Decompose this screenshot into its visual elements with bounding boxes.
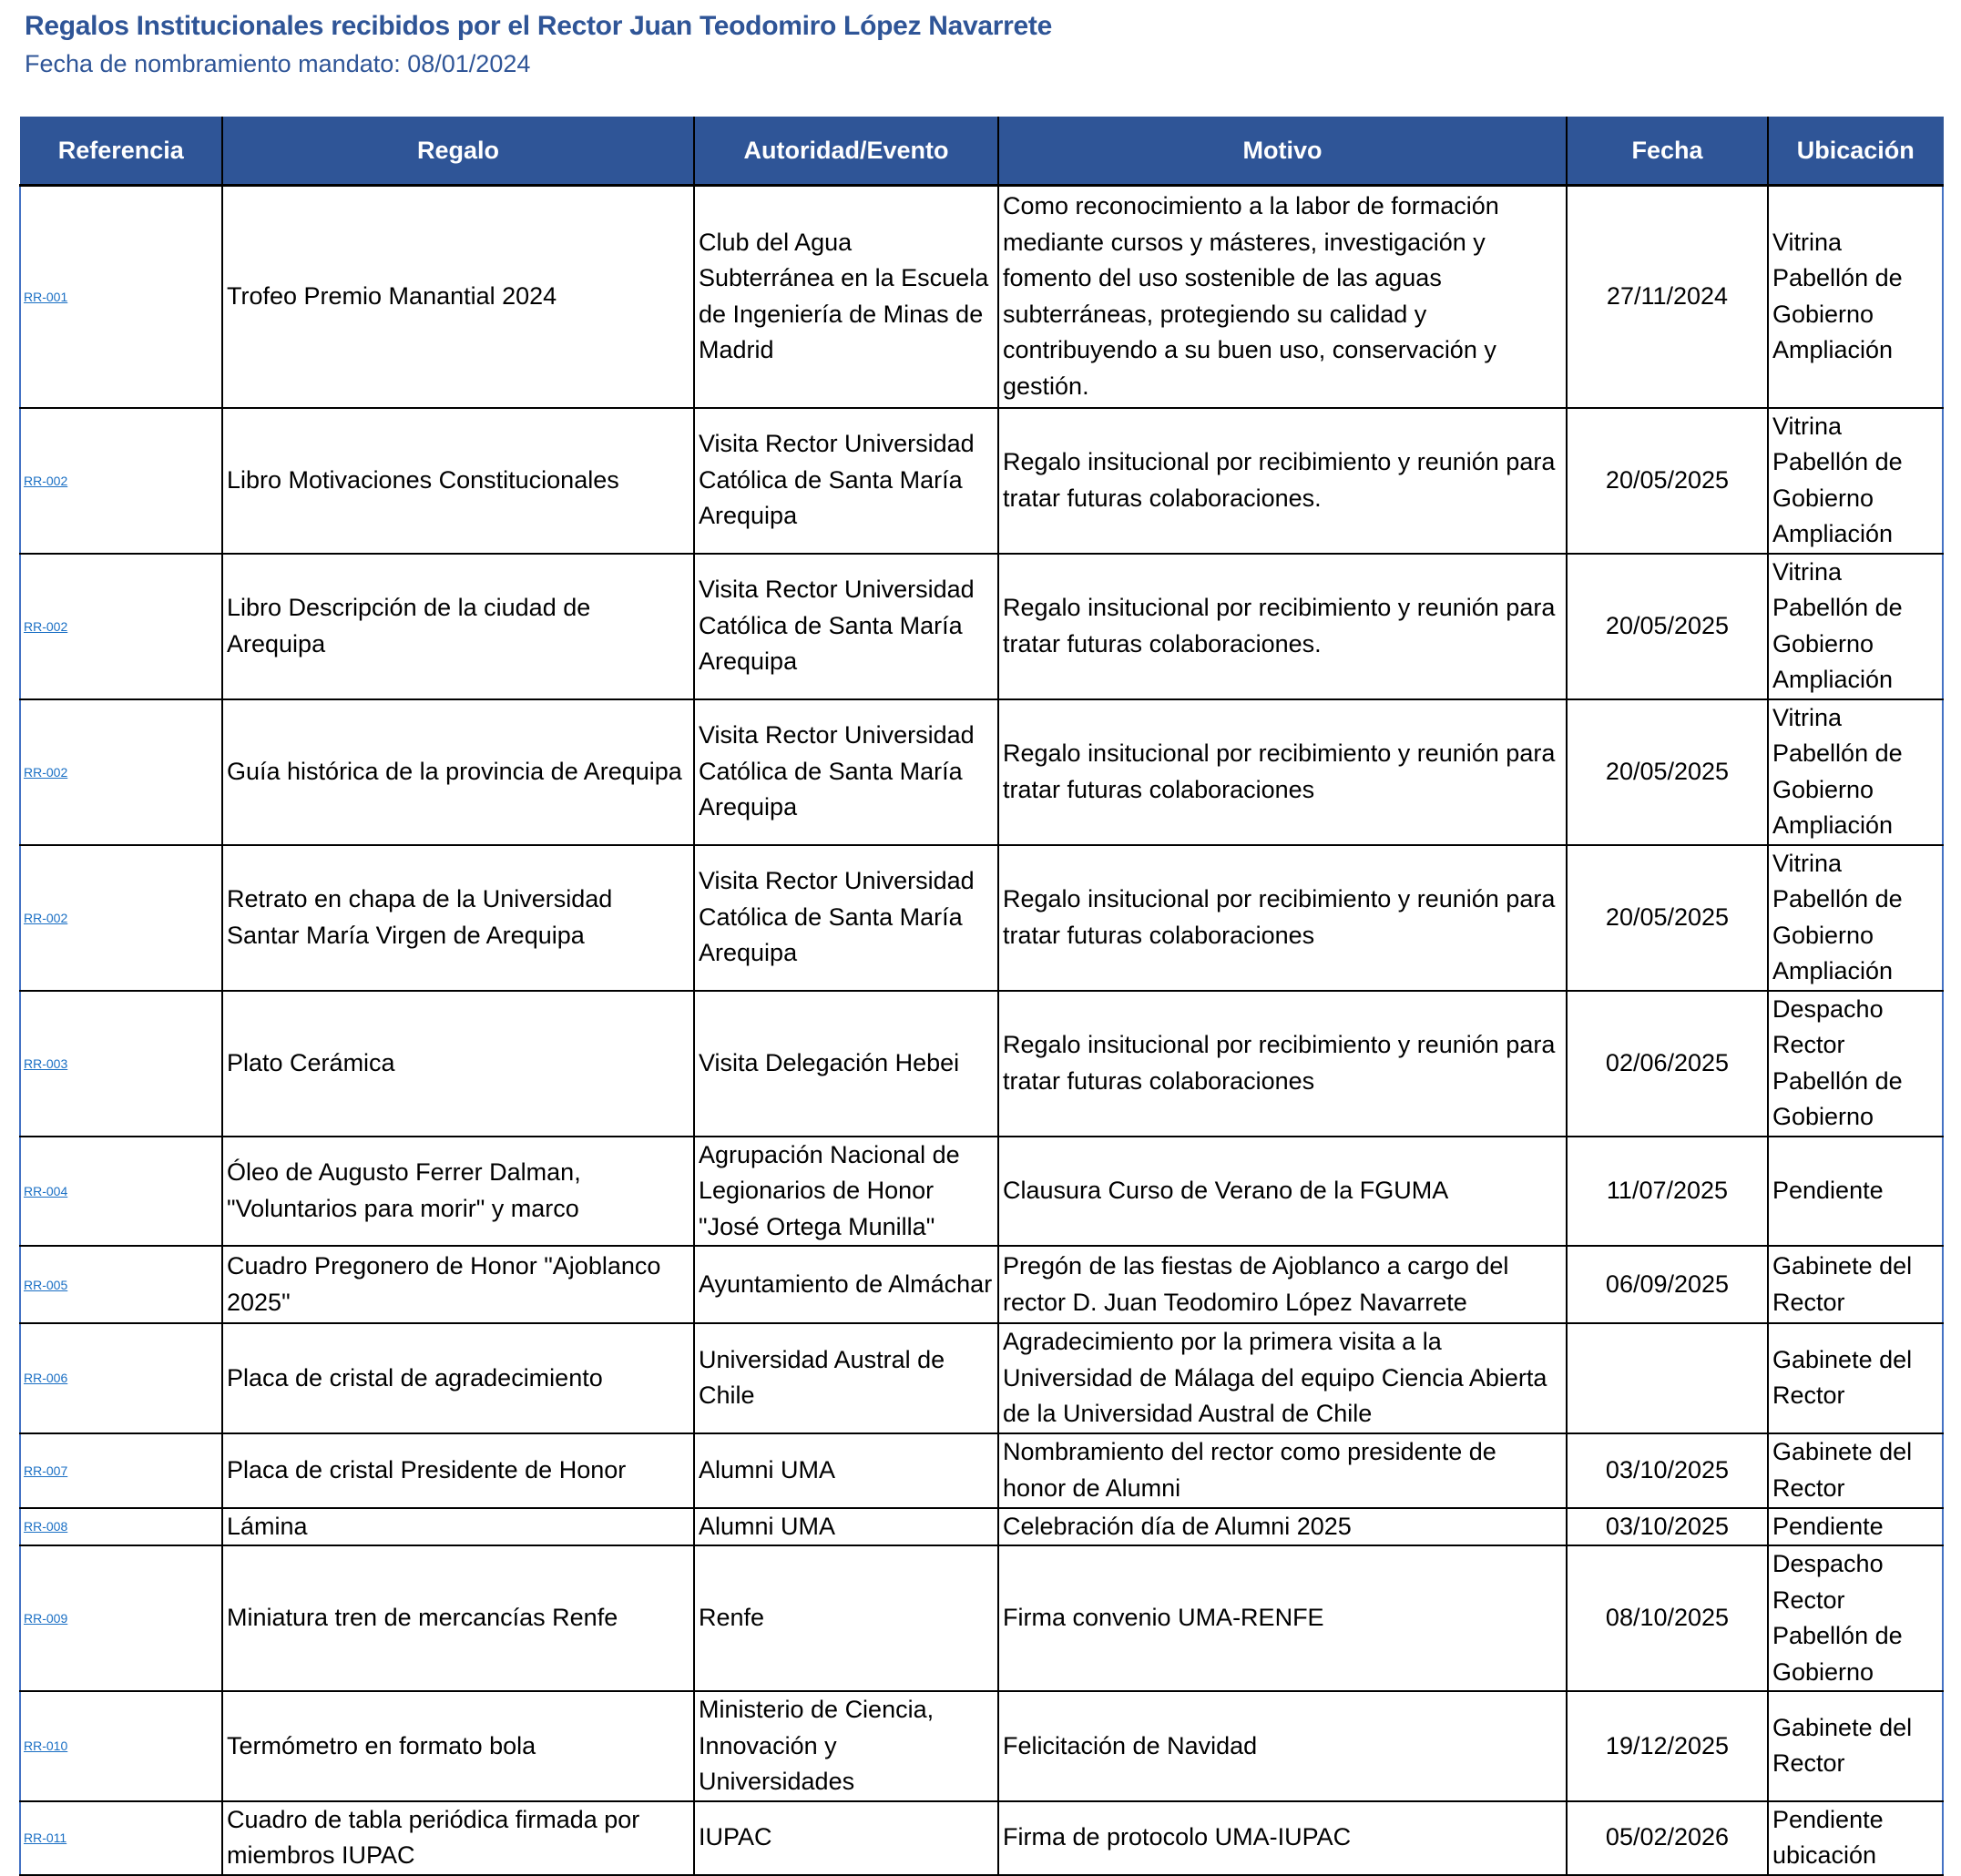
gifts-table bbox=[19, 117, 1944, 1876]
regalo-cell: Plato Cerámica bbox=[222, 991, 694, 1137]
motivo-cell: Celebración día de Alumni 2025 bbox=[998, 1508, 1567, 1546]
ubicacion-cell: Vitrina Pabellón de Gobierno Ampliación bbox=[1768, 408, 1943, 554]
fecha-cell: 27/11/2024 bbox=[1567, 186, 1768, 408]
column-header-fecha: Fecha bbox=[1567, 117, 1768, 186]
regalo-cell: Libro Descripción de la ciudad de Arequipa bbox=[222, 554, 694, 699]
table-row bbox=[20, 186, 1943, 408]
ubicacion-cell: Gabinete del Rector bbox=[1768, 1246, 1943, 1323]
fecha-cell: 03/10/2025 bbox=[1567, 1508, 1768, 1546]
reference-cell bbox=[20, 408, 222, 554]
fecha-cell: 11/07/2025 bbox=[1567, 1137, 1768, 1247]
motivo-cell: Pregón de las fiestas de Ajoblanco a cargo del rector D. Juan Teodomiro López Navarrete bbox=[998, 1246, 1567, 1323]
autoridad-cell: Universidad Austral de Chile bbox=[694, 1323, 998, 1433]
ubicacion-cell: Pendiente ubicación bbox=[1768, 1801, 1943, 1875]
regalo-cell: Cuadro de tabla periódica firmada por miembros IUPAC bbox=[222, 1801, 694, 1875]
ubicacion-cell: Gabinete del Rector bbox=[1768, 1433, 1943, 1508]
autoridad-cell: Agrupación Nacional de Legionarios de Honor "José Ortega Munilla" bbox=[694, 1137, 998, 1247]
table-row bbox=[20, 408, 1943, 554]
reference-link[interactable]: RR-007 bbox=[24, 1463, 68, 1478]
autoridad-cell: Visita Rector Universidad Católica de Santa María Arequipa bbox=[694, 408, 998, 554]
autoridad-cell: Alumni UMA bbox=[694, 1433, 998, 1508]
column-header-referencia: Referencia bbox=[20, 117, 222, 186]
motivo-cell: Regalo insitucional por recibimiento y reunión para tratar futuras colaboraciones. bbox=[998, 554, 1567, 699]
reference-cell bbox=[20, 1508, 222, 1546]
fecha-cell: 20/05/2025 bbox=[1567, 408, 1768, 554]
table-row bbox=[20, 1246, 1943, 1323]
reference-link[interactable]: RR-002 bbox=[24, 764, 68, 780]
autoridad-cell: Ministerio de Ciencia, Innovación y Universidades bbox=[694, 1691, 998, 1801]
column-header-autoridad-evento: Autoridad/Evento bbox=[694, 117, 998, 186]
regalo-cell: Termómetro en formato bola bbox=[222, 1691, 694, 1801]
ubicacion-cell: Despacho Rector Pabellón de Gobierno bbox=[1768, 1545, 1943, 1691]
reference-link[interactable]: RR-011 bbox=[24, 1830, 67, 1845]
autoridad-cell: Visita Rector Universidad Católica de Santa María Arequipa bbox=[694, 554, 998, 699]
autoridad-cell: Visita Rector Universidad Católica de Santa María Arequipa bbox=[694, 699, 998, 845]
reference-link[interactable]: RR-006 bbox=[24, 1371, 68, 1386]
reference-cell bbox=[20, 186, 222, 408]
reference-link[interactable]: RR-010 bbox=[24, 1738, 68, 1754]
motivo-cell: Regalo insitucional por recibimiento y reunión para tratar futuras colaboraciones bbox=[998, 845, 1567, 991]
motivo-cell: Agradecimiento por la primera visita a la Universidad de Málaga del equipo Ciencia Abierta de la Universidad Austral de Chile bbox=[998, 1323, 1567, 1433]
reference-link[interactable]: RR-005 bbox=[24, 1277, 68, 1292]
regalo-cell: Guía histórica de la provincia de Arequipa bbox=[222, 699, 694, 845]
page-title: Regalos Institucionales recibidos por el Rector Juan Teodomiro López Navarrete bbox=[25, 11, 1052, 41]
regalo-cell: Óleo de Augusto Ferrer Dalman, "Voluntarios para morir" y marco bbox=[222, 1137, 694, 1247]
reference-cell bbox=[20, 1137, 222, 1247]
reference-cell bbox=[20, 1801, 222, 1875]
autoridad-cell: IUPAC bbox=[694, 1801, 998, 1875]
regalo-cell: Retrato en chapa de la Universidad Santar María Virgen de Arequipa bbox=[222, 845, 694, 991]
regalo-cell: Trofeo Premio Manantial 2024 bbox=[222, 186, 694, 408]
reference-link[interactable]: RR-008 bbox=[24, 1519, 68, 1534]
column-header-regalo: Regalo bbox=[222, 117, 694, 186]
reference-link[interactable]: RR-009 bbox=[24, 1611, 68, 1626]
table-row bbox=[20, 1508, 1943, 1546]
fecha-cell: 06/09/2025 bbox=[1567, 1246, 1768, 1323]
ubicacion-cell: Vitrina Pabellón de Gobierno Ampliación bbox=[1768, 186, 1943, 408]
reference-link[interactable]: RR-002 bbox=[24, 473, 68, 488]
fecha-cell: 05/02/2026 bbox=[1567, 1801, 1768, 1875]
table-row bbox=[20, 1691, 1943, 1801]
table-row bbox=[20, 1801, 1943, 1875]
ubicacion-cell: Gabinete del Rector bbox=[1768, 1323, 1943, 1433]
fecha-cell: 02/06/2025 bbox=[1567, 991, 1768, 1137]
regalo-cell: Lámina bbox=[222, 1508, 694, 1546]
reference-cell bbox=[20, 1323, 222, 1433]
table-row bbox=[20, 1323, 1943, 1433]
fecha-cell bbox=[1567, 1323, 1768, 1433]
fecha-cell: 03/10/2025 bbox=[1567, 1433, 1768, 1508]
fecha-cell: 19/12/2025 bbox=[1567, 1691, 1768, 1801]
autoridad-cell: Visita Delegación Hebei bbox=[694, 991, 998, 1137]
fecha-cell: 20/05/2025 bbox=[1567, 554, 1768, 699]
reference-link[interactable]: RR-002 bbox=[24, 910, 68, 925]
reference-cell bbox=[20, 1433, 222, 1508]
column-header-ubicacion: Ubicación bbox=[1768, 117, 1943, 186]
motivo-cell: Como reconocimiento a la labor de formación mediante cursos y másteres, investigación y fomento del uso sostenible de las aguas subterráneas, protegiendo su calidad y contribuyendo a su buen uso, conservación y gestión. bbox=[998, 186, 1567, 408]
motivo-cell: Clausura Curso de Verano de la FGUMA bbox=[998, 1137, 1567, 1247]
regalo-cell: Placa de cristal Presidente de Honor bbox=[222, 1433, 694, 1508]
autoridad-cell: Club del Agua Subterránea en la Escuela de Ingeniería de Minas de Madrid bbox=[694, 186, 998, 408]
motivo-cell: Firma de protocolo UMA-IUPAC bbox=[998, 1801, 1567, 1875]
table-header-row bbox=[20, 117, 1943, 186]
regalo-cell: Libro Motivaciones Constitucionales bbox=[222, 408, 694, 554]
table-row bbox=[20, 1137, 1943, 1247]
ubicacion-cell: Vitrina Pabellón de Gobierno Ampliación bbox=[1768, 699, 1943, 845]
ubicacion-cell: Despacho Rector Pabellón de Gobierno bbox=[1768, 991, 1943, 1137]
motivo-cell: Regalo insitucional por recibimiento y reunión para tratar futuras colaboraciones bbox=[998, 699, 1567, 845]
motivo-cell: Felicitación de Navidad bbox=[998, 1691, 1567, 1801]
autoridad-cell: Ayuntamiento de Almáchar bbox=[694, 1246, 998, 1323]
reference-cell bbox=[20, 845, 222, 991]
table-row bbox=[20, 1545, 1943, 1691]
table-row bbox=[20, 1433, 1943, 1508]
page-subtitle: Fecha de nombramiento mandato: 08/01/2024 bbox=[25, 50, 531, 77]
reference-cell bbox=[20, 991, 222, 1137]
reference-cell bbox=[20, 1545, 222, 1691]
motivo-cell: Regalo insitucional por recibimiento y reunión para tratar futuras colaboraciones. bbox=[998, 408, 1567, 554]
ubicacion-cell: Pendiente bbox=[1768, 1137, 1943, 1247]
reference-cell bbox=[20, 1246, 222, 1323]
ubicacion-cell: Pendiente bbox=[1768, 1508, 1943, 1546]
regalo-cell: Miniatura tren de mercancías Renfe bbox=[222, 1545, 694, 1691]
motivo-cell: Regalo insitucional por recibimiento y reunión para tratar futuras colaboraciones bbox=[998, 991, 1567, 1137]
table-row bbox=[20, 699, 1943, 845]
reference-link[interactable]: RR-004 bbox=[24, 1183, 68, 1198]
reference-cell bbox=[20, 699, 222, 845]
reference-link[interactable]: RR-002 bbox=[24, 618, 68, 634]
fecha-cell: 20/05/2025 bbox=[1567, 845, 1768, 991]
reference-cell bbox=[20, 554, 222, 699]
ubicacion-cell: Gabinete del Rector bbox=[1768, 1691, 1943, 1801]
motivo-cell: Firma convenio UMA-RENFE bbox=[998, 1545, 1567, 1691]
regalo-cell: Placa de cristal de agradecimiento bbox=[222, 1323, 694, 1433]
ubicacion-cell: Vitrina Pabellón de Gobierno Ampliación bbox=[1768, 845, 1943, 991]
reference-link[interactable]: RR-003 bbox=[24, 1055, 68, 1071]
fecha-cell: 08/10/2025 bbox=[1567, 1545, 1768, 1691]
autoridad-cell: Alumni UMA bbox=[694, 1508, 998, 1546]
reference-link[interactable]: RR-001 bbox=[24, 289, 68, 304]
reference-cell bbox=[20, 1691, 222, 1801]
ubicacion-cell: Vitrina Pabellón de Gobierno Ampliación bbox=[1768, 554, 1943, 699]
table-row bbox=[20, 991, 1943, 1137]
autoridad-cell: Renfe bbox=[694, 1545, 998, 1691]
autoridad-cell: Visita Rector Universidad Católica de Santa María Arequipa bbox=[694, 845, 998, 991]
fecha-cell: 20/05/2025 bbox=[1567, 699, 1768, 845]
table-row bbox=[20, 554, 1943, 699]
column-header-motivo: Motivo bbox=[998, 117, 1567, 186]
regalo-cell: Cuadro Pregonero de Honor "Ajoblanco 2025" bbox=[222, 1246, 694, 1323]
table-row bbox=[20, 845, 1943, 991]
motivo-cell: Nombramiento del rector como presidente de honor de Alumni bbox=[998, 1433, 1567, 1508]
